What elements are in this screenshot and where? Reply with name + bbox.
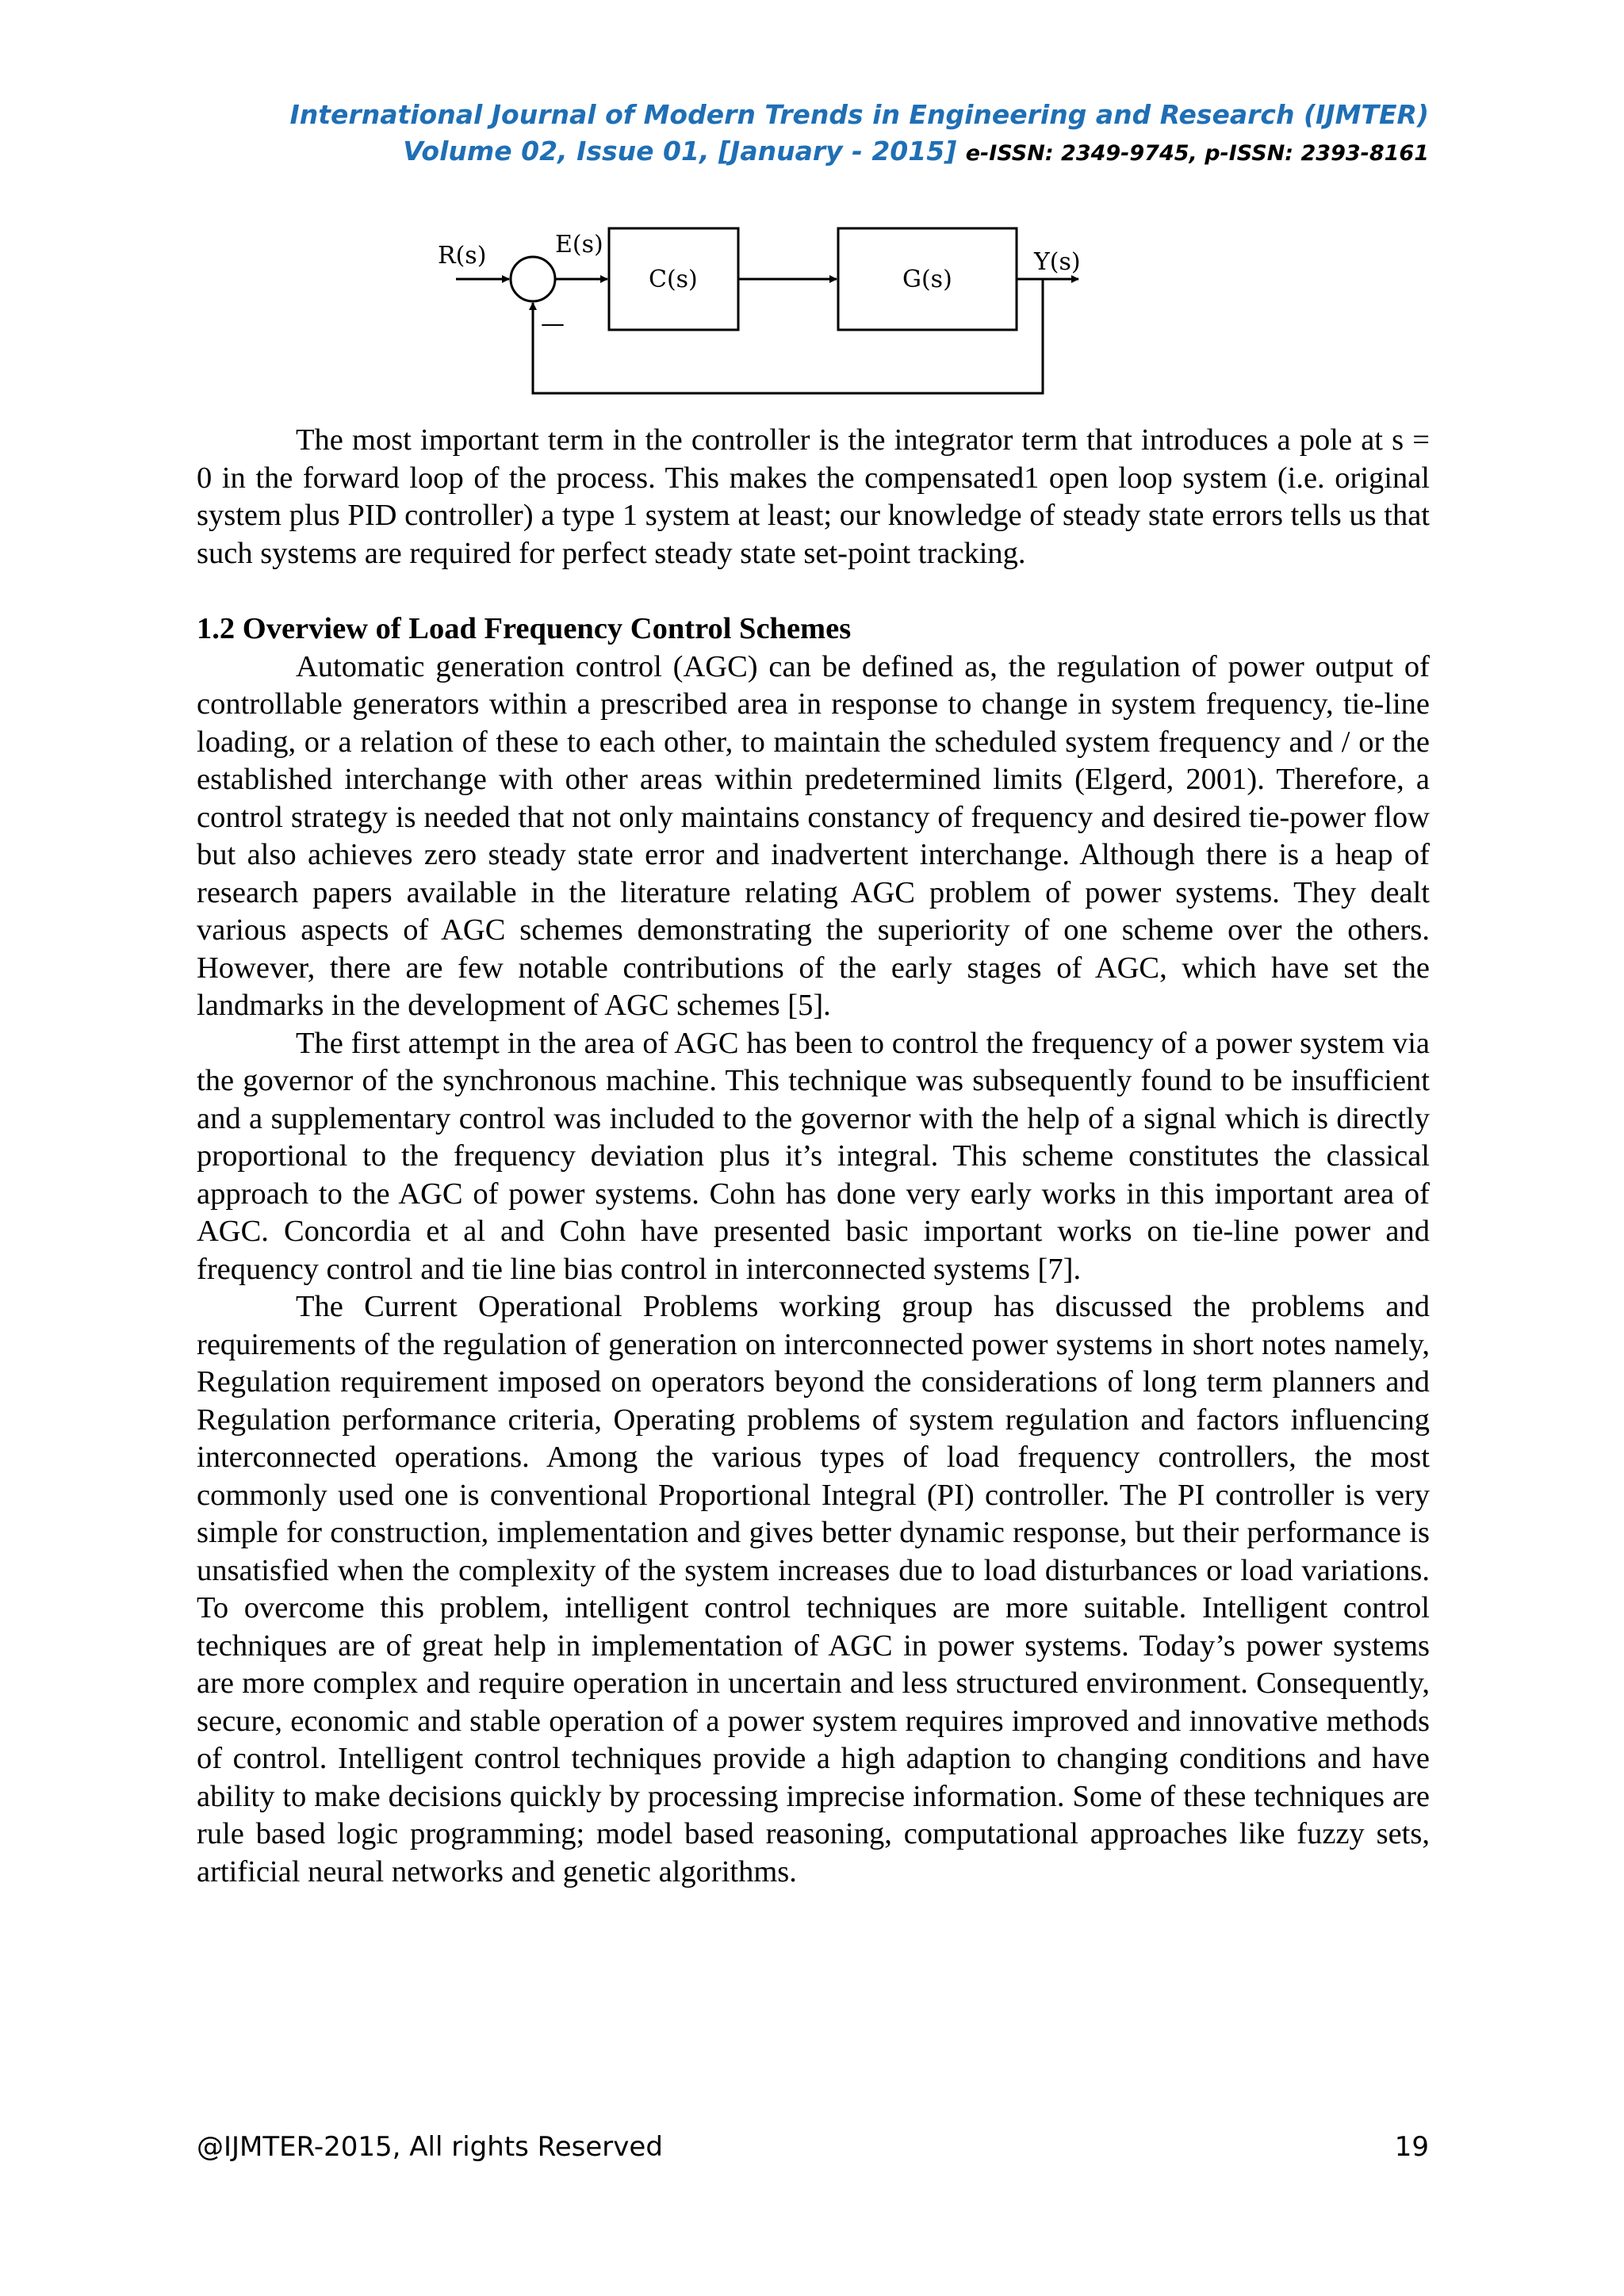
- paragraph-current-problems: The Current Operational Problems working group has discussed the problems and requirements of the regulation of generation on interconnected power systems in short notes namely, Regulation requirement imposed on operators beyond the considerations of long term planners and Regulation performance criteria, Operating problems of system regulation and factors influencing interconnected operations. Among the various types of load frequency controllers, the most commonly used one is conventional Proportional Integral (PI) controller. The PI controller is very simple for construction, implementation and gives better dynamic response, but their performance is unsatisfied when the complexity of the system increases due to load disturbances or load variations. To overcome this problem, intelligent control techniques are more suitable. Intelligent control techniques are of great help in implementation of AGC in power systems. Today’s power systems are more complex and require operation in uncertain and less structured environment. Consequently, secure, economic and stable operation of a power system requires improved and innovative methods of control. Intelligent control techniques provide a high adaption to changing conditions and have ability to make decisions quickly by processing imprecise information. Some of these techniques are rule based logic programming; model based reasoning, computational approaches like fuzzy sets, artificial neural networks and genetic algorithms.: [197, 1290, 1430, 1888]
- intro-paragraph-block: [197, 422, 1430, 572]
- journal-issn: e-ISSN: 2349-9745, p-ISSN: 2393-8161: [965, 141, 1429, 166]
- section-heading: 1.2 Overview of Load Frequency Control Schemes: [197, 612, 852, 645]
- controller-label: C(s): [649, 266, 698, 293]
- journal-volume: Volume 02, Issue 01, [January - 2015]: [403, 136, 957, 166]
- footer-copyright: @IJMTER-2015, All rights Reserved: [197, 2131, 663, 2163]
- input-label: R(s): [438, 242, 487, 270]
- paragraph-agc-definition: Automatic generation control (AGC) can be defined as, the regulation of power output of controllable generators within a prescribed area in response to change in system frequency, tie-line loading, or a relation of these to each other, to maintain the scheduled system frequency and / or the established interchange with other areas within predetermined limits (Elgerd, 2001). Therefore, a control strategy is needed that not only maintains constancy of frequency and desired tie-power flow but also achieves zero steady state error and inadvertent interchange. Although there is a heap of research papers available in the literature relating AGC problem of power systems. They dealt various aspects of AGC schemes demonstrating the superiority of one scheme over the others. However, there are few notable contributions of the early stages of AGC, which have set the landmarks in the development of AGC schemes [5].: [197, 649, 1430, 1022]
- section-1-2: [197, 610, 1430, 1891]
- page-number: 19: [1394, 2131, 1429, 2163]
- error-label: E(s): [555, 231, 603, 258]
- plant-label: G(s): [902, 266, 952, 293]
- summing-junction: [511, 257, 555, 301]
- journal-header: [290, 97, 1430, 172]
- journal-title: International Journal of Modern Trends in Engineering and Research (IJMTER): [289, 99, 1429, 130]
- page-footer: [197, 2131, 1429, 2163]
- block-diagram: [428, 222, 1094, 404]
- paragraph-integrator: The most important term in the controller is the integrator term that introduces a pole at s = 0 in the forward loop of the process. This makes the compensated1 open loop system (i.e. original system plus PID controller) a type 1 system at least; our knowledge of steady state errors tells us that such systems are required for perfect steady state set-point tracking.: [197, 423, 1430, 570]
- minus-sign: —: [541, 310, 565, 338]
- journal-volume-line: [290, 133, 1430, 172]
- output-label: Y(s): [1034, 248, 1081, 276]
- paragraph-first-attempt: The first attempt in the area of AGC has been to control the frequency of a power system via the governor of the synchronous machine. This technique was subsequently found to be insufficient and a supplementary control was included to the governor with the help of a signal which is directly proportional to the frequency deviation plus it’s integral. This scheme constitutes the classical approach to the AGC of power systems. Cohn has done very early works in this important area of AGC. Concordia et al and Cohn have presented basic important works on tie-line power and frequency control and tie line bias control in interconnected systems [7].: [197, 1026, 1430, 1286]
